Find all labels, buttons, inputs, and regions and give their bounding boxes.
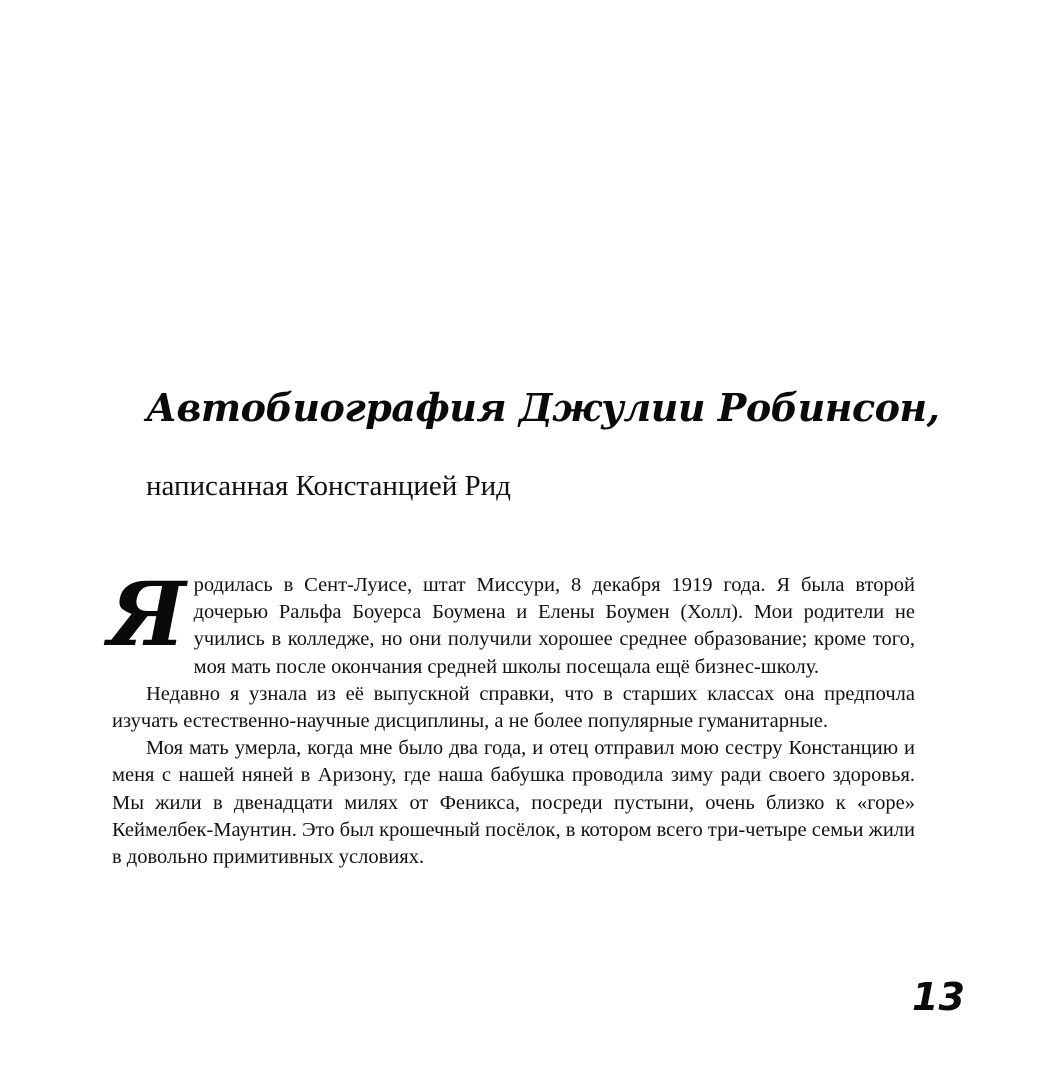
page-number: 13: [912, 975, 965, 1019]
drop-cap: Я: [108, 562, 186, 666]
chapter-title: Автобиография Джулии Робинсон,: [146, 385, 940, 430]
body-text: [108, 562, 915, 871]
paragraph-1-text: родилась в Сент-Луисе, штат Миссури, 8 декабря 1919 года. Я была второй дочерью Ральфа Боуерса Боумена и Елены Боумен (Холл). Мои родители не учились в колледже, но они получили хорошее среднее образование; кроме того, моя мать после окончания средней школы посещала ещё бизнес-школу.: [193, 574, 915, 678]
chapter-subtitle: написанная Констанцией Рид: [146, 470, 511, 502]
paragraph-1: [108, 562, 915, 681]
paragraph-3: Моя мать умерла, когда мне было два года, и отец отправил мою сестру Констанцию и меня с нашей няней в Аризону, где наша бабушка проводила зиму ради своего здоровья. Мы жили в двенадцати милях от Феникса, посреди пустыни, очень близко к «горе» Кеймелбек-Маунтин. Это был крошечный посёлок, в котором всего три-четыре семьи жили в довольно примитивных условиях.: [112, 737, 915, 869]
paragraph-2: Недавно я узнала из её выпускной справки, что в старших классах она предпочла изучать естественно-научные дисциплины, а не более популярные гуманитарные.: [112, 682, 915, 733]
